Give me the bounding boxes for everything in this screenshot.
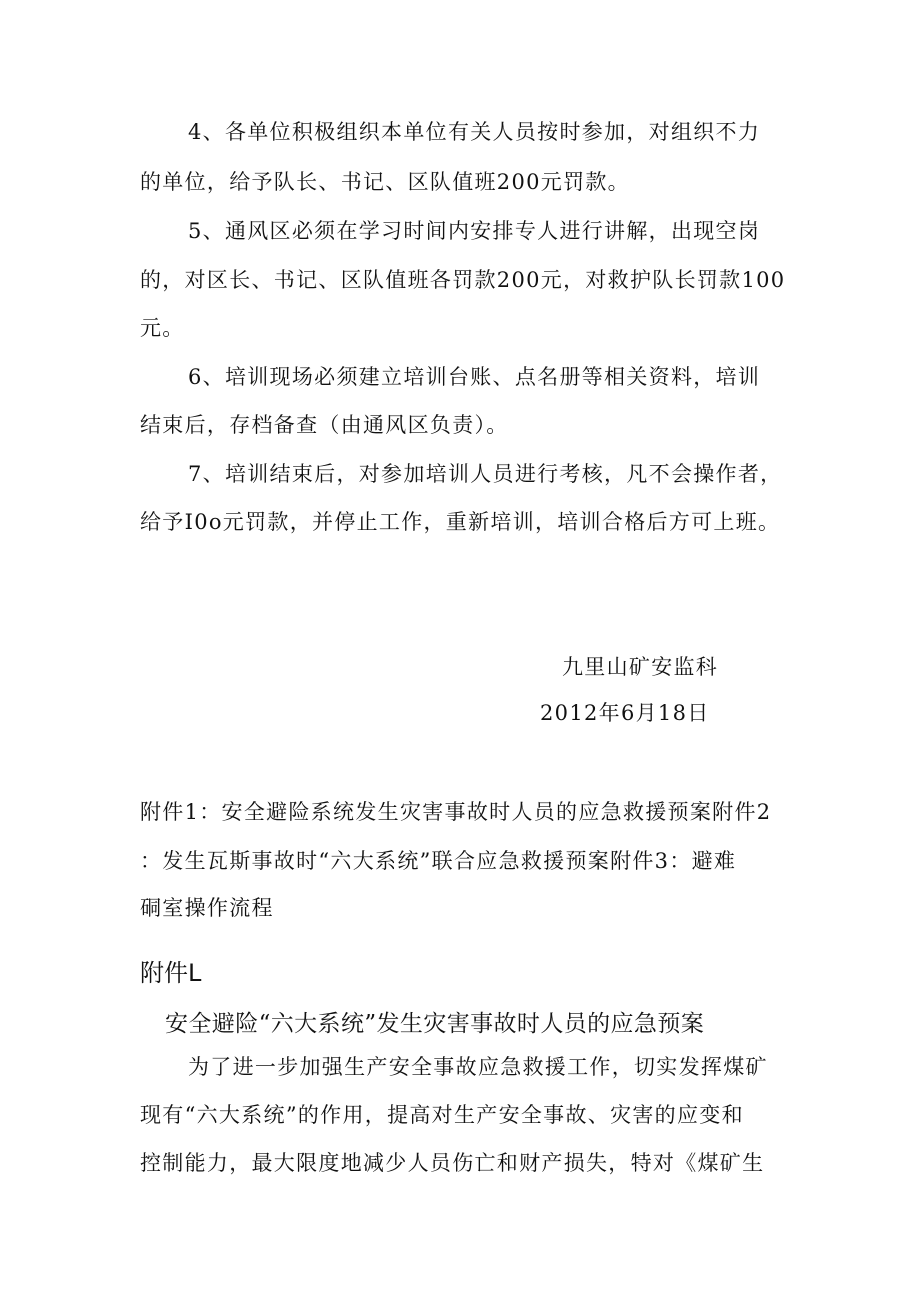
item-6-line-2: 结束后，存档备查（由通风区负责）。 (140, 413, 509, 437)
appendix-paragraph-line-3: 控制能力，最大限度地减少人员伤亡和财产损失，特对《煤矿生 (140, 1151, 765, 1175)
item-4-line-1: 4、各单位积极组织本单位有关人员按时参加，对组织不力 (188, 120, 761, 144)
appendix-label: 附件L (140, 959, 202, 987)
attachments-line-2: ：发生瓦斯事故时“六大系统”联合应急救援预案附件3：避难 (140, 849, 737, 873)
attachments-line-1: 附件1：安全避险系统发生灾害事故时人员的应急救援预案附件2 (140, 800, 772, 824)
appendix-title: 安全避险“六大系统”发生灾害事故时人员的应急预案 (165, 1011, 705, 1037)
item-5-line-3: 元。 (140, 316, 185, 340)
appendix-paragraph-line-2: 现有“六大系统”的作用，提高对生产安全事故、灾害的应变和 (140, 1103, 744, 1127)
signature-date: 2012年6月18日 (540, 701, 710, 725)
item-7-line-1: 7、培训结束后，对参加培训人员进行考核，凡不会操作者， (188, 462, 783, 486)
appendix-paragraph-line-1: 为了进一步加强生产安全事故应急救援工作，切实发挥煤矿 (188, 1055, 768, 1079)
item-5-line-1: 5、通风区必须在学习时间内安排专人进行讲解，出现空岗 (188, 219, 761, 243)
attachments-line-3: 硐室操作流程 (140, 896, 274, 920)
signature-org: 九里山矿安监科 (562, 655, 719, 679)
item-5-line-2: 的，对区长、书记、区队值班各罚款200元，对救护队长罚款100 (140, 268, 786, 292)
item-7-line-2: 给予I0o元罚款，并停止工作，重新培训，培训合格后方可上班。 (140, 510, 781, 534)
item-6-line-1: 6、培训现场必须建立培训台账、点名册等相关资料，培训 (188, 365, 761, 389)
item-4-line-2: 的单位，给予队长、书记、区队值班200元罚款。 (140, 170, 630, 194)
